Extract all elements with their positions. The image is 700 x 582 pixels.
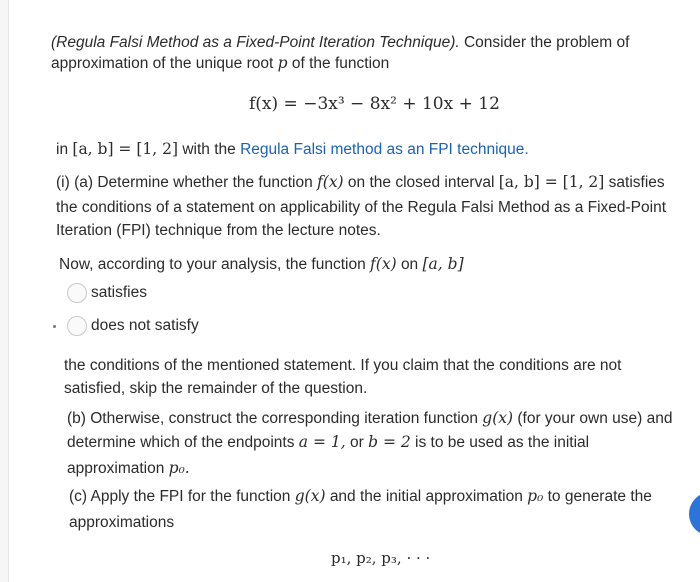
part-c-line-2: approximations bbox=[69, 514, 175, 531]
part-c-text-1: (c) Apply the FPI for the function bbox=[69, 488, 291, 505]
part-a-text-1: (i) (a) Determine whether the function bbox=[56, 174, 313, 191]
gx-symbol-2: g(x) bbox=[294, 487, 326, 505]
with-text: with the bbox=[182, 141, 236, 158]
option-satisfies-label[interactable]: satisfies bbox=[91, 284, 147, 301]
a-equals: a = 1, bbox=[298, 433, 346, 451]
part-b-text-2: (for your own use) and bbox=[517, 410, 673, 427]
part-a-text-2: on the closed interval bbox=[347, 174, 495, 191]
floating-action-button[interactable] bbox=[689, 492, 700, 536]
prompt-text: Now, according to your analysis, the function bbox=[59, 256, 366, 273]
or-text: or bbox=[349, 434, 364, 451]
interval-value: [a, b] = [1, 2] bbox=[72, 140, 179, 158]
part-b-text-5: approximation bbox=[67, 460, 165, 477]
intro-text-2: approximation of the unique root bbox=[51, 55, 274, 72]
fx-symbol: f(x) bbox=[317, 173, 344, 191]
option-not-satisfy-radio[interactable] bbox=[67, 316, 87, 336]
ab-interval: [a, b] bbox=[422, 255, 464, 273]
part-c-text-2: and the initial approximation bbox=[329, 488, 523, 505]
b-equals: b = 2 bbox=[368, 433, 411, 451]
part-b-line-2 bbox=[67, 430, 589, 455]
question-card bbox=[8, 0, 700, 582]
function-equation: f(x) = −3x³ − 8x² + 10x + 12 bbox=[249, 94, 500, 114]
option-satisfies-radio[interactable] bbox=[67, 283, 87, 303]
part-b-text-3: determine which of the endpoints bbox=[67, 434, 295, 451]
part-a-text-3: satisfies bbox=[608, 174, 665, 191]
fx-symbol-2: f(x) bbox=[370, 255, 397, 273]
method-link[interactable]: Regula Falsi method as an FPI technique. bbox=[240, 141, 529, 158]
part-b-line-3 bbox=[67, 456, 190, 481]
option-not-satisfy-label[interactable]: does not satisfy bbox=[91, 317, 199, 334]
sequence-formula: p₁, p₂, p₃, · · · bbox=[331, 549, 431, 567]
part-a-line-3: Iteration (FPI) technique from the lecture notes. bbox=[56, 222, 381, 239]
intro-line-2 bbox=[51, 51, 389, 76]
question-title: (Regula Falsi Method as a Fixed-Point Iteration Technique). bbox=[51, 34, 460, 51]
part-b-text-4: is to be used as the initial bbox=[415, 434, 590, 451]
interval-value-2: [a, b] = [1, 2] bbox=[498, 173, 605, 191]
gx-symbol: g(x) bbox=[482, 409, 514, 427]
interval-line bbox=[56, 137, 529, 162]
root-symbol: p bbox=[277, 54, 288, 72]
prompt-on: on bbox=[400, 256, 419, 273]
conditions-line-1: the conditions of the mentioned statement. If you claim that the conditions are not bbox=[64, 357, 622, 374]
prompt-line bbox=[59, 252, 464, 277]
intro-text-1: Consider the problem of bbox=[463, 34, 630, 51]
focus-dot bbox=[53, 325, 56, 328]
part-a-line-2: the conditions of a statement on applicability of the Regula Falsi Method as a Fixed-Point bbox=[56, 199, 667, 216]
part-b-text-1: (b) Otherwise, construct the corresponding iteration function bbox=[67, 410, 478, 427]
part-a-line-1 bbox=[56, 170, 665, 195]
interval-prefix: in bbox=[56, 141, 69, 158]
intro-text-3: of the function bbox=[291, 55, 390, 72]
part-c-line-1 bbox=[69, 484, 652, 509]
part-b-line-1 bbox=[67, 406, 672, 431]
part-c-text-3: to generate the bbox=[547, 488, 652, 505]
conditions-line-2: satisfied, skip the remainder of the question. bbox=[64, 380, 368, 397]
p0-symbol: p₀. bbox=[168, 459, 190, 477]
p0-symbol-2: p₀ bbox=[527, 487, 544, 505]
